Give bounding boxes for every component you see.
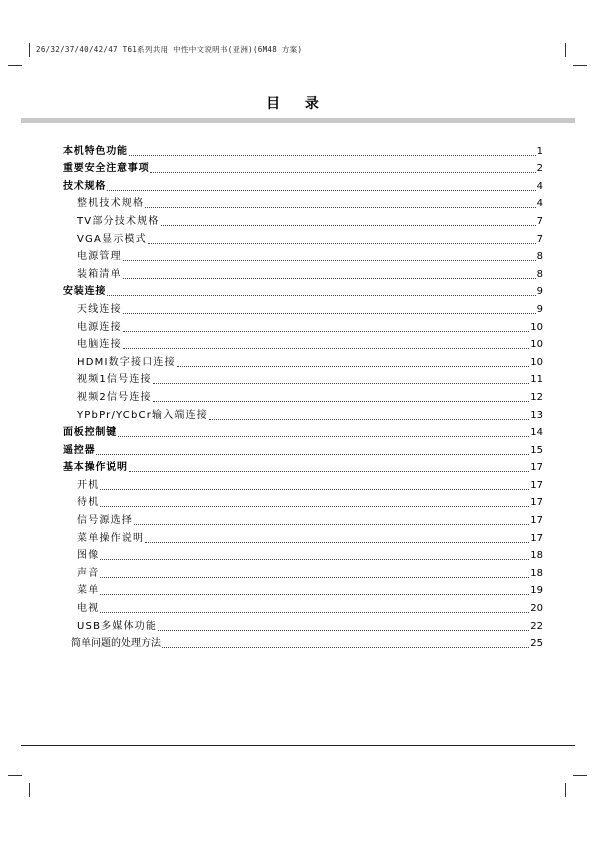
toc-entry[interactable] [63, 492, 543, 510]
toc-entry[interactable] [63, 140, 543, 158]
crop-mark-bottom-left-h [8, 775, 22, 776]
toc-entry-label: TV部分技术规格 [77, 215, 160, 227]
toc-entry-label: 开机 [77, 479, 100, 491]
dot-leader [100, 505, 529, 507]
toc-entry-label: USB多媒体功能 [77, 620, 158, 632]
toc-entry-page-number: 17 [530, 497, 543, 509]
toc-entry-page-number: 19 [530, 585, 543, 597]
toc-entry-page-number: 17 [530, 479, 543, 491]
toc-entry[interactable] [63, 633, 543, 651]
toc-entry[interactable] [63, 263, 543, 281]
dot-leader [123, 277, 536, 279]
toc-entry-page-number: 8 [536, 268, 543, 280]
toc-entry-page-number: 8 [536, 251, 543, 263]
page-title: 目 录 [266, 96, 329, 112]
toc-entry-page-number: 4 [536, 180, 543, 192]
toc-entry-page-number: 14 [530, 427, 543, 439]
toc-entry[interactable] [63, 193, 543, 211]
toc-entry-page-number: 22 [530, 620, 543, 632]
toc-entry-label: 电源连接 [77, 321, 122, 333]
toc-entry-label: 电视 [77, 603, 100, 615]
footer-rule [21, 745, 575, 746]
crop-mark-bottom-right-h [573, 775, 587, 776]
dot-leader [100, 576, 529, 578]
toc-entry[interactable] [63, 615, 543, 633]
crop-mark-top-left-v [29, 43, 30, 57]
toc-entry[interactable] [63, 386, 543, 404]
toc-entry[interactable] [63, 527, 543, 545]
toc-entry-label: 菜单 [77, 585, 100, 597]
toc-entry-label: HDMI数字接口连接 [77, 356, 176, 368]
toc-entry-page-number: 20 [530, 603, 543, 615]
dot-leader [123, 312, 536, 314]
toc-entry-label: 遥控器 [63, 444, 96, 456]
toc-entry-label: 装箱清单 [77, 268, 122, 280]
dot-leader [148, 242, 536, 244]
toc-entry[interactable] [63, 597, 543, 615]
toc-entry[interactable] [63, 246, 543, 264]
toc-entry-page-number: 1 [536, 145, 543, 157]
crop-mark-bottom-right-v [565, 783, 566, 797]
toc-entry-label: 声音 [77, 567, 100, 579]
toc-entry-label: 菜单操作说明 [77, 532, 145, 544]
crop-mark-top-right-v [565, 43, 566, 57]
toc-entry[interactable] [63, 158, 543, 176]
table-of-contents [63, 140, 543, 650]
toc-entry-page-number: 17 [530, 532, 543, 544]
toc-entry[interactable] [63, 509, 543, 527]
toc-entry-label: 电源管理 [77, 251, 122, 263]
toc-entry-page-number: 18 [530, 550, 543, 562]
toc-entry-label: 本机特色功能 [63, 145, 128, 157]
dot-leader [118, 435, 529, 437]
toc-entry-label: 图像 [77, 550, 100, 562]
title-underline-bar [21, 118, 575, 123]
dot-leader [100, 611, 529, 613]
toc-entry[interactable] [63, 369, 543, 387]
toc-entry[interactable] [63, 228, 543, 246]
dot-leader [96, 453, 529, 455]
toc-entry[interactable] [63, 210, 543, 228]
toc-entry[interactable] [63, 562, 543, 580]
toc-entry-label: 信号源选择 [77, 515, 133, 527]
dot-leader [153, 400, 530, 402]
toc-entry-page-number: 11 [530, 374, 543, 386]
toc-entry-label: 基本操作说明 [63, 462, 128, 474]
toc-entry[interactable] [63, 298, 543, 316]
toc-entry-label: 天线连接 [77, 303, 122, 315]
toc-entry-page-number: 17 [530, 515, 543, 527]
toc-entry-page-number: 2 [536, 163, 543, 175]
dot-leader [145, 206, 535, 208]
dot-leader [145, 541, 529, 543]
toc-entry-page-number: 15 [530, 444, 543, 456]
dot-leader [162, 646, 529, 648]
dot-leader [177, 365, 529, 367]
dot-leader [150, 171, 535, 173]
toc-entry-label: 整机技术规格 [77, 198, 145, 210]
toc-entry-page-number: 9 [536, 303, 543, 315]
dot-leader [158, 629, 529, 631]
toc-entry-label: 安装连接 [63, 286, 107, 298]
toc-entry-page-number: 10 [530, 339, 543, 351]
toc-entry[interactable] [63, 474, 543, 492]
toc-entry[interactable] [63, 281, 543, 299]
toc-entry-page-number: 4 [536, 198, 543, 210]
dot-leader [123, 330, 529, 332]
toc-entry-page-number: 10 [530, 356, 543, 368]
toc-entry-label: YPbPr/YCbCr输入端连接 [77, 409, 209, 421]
dot-leader [100, 593, 529, 595]
toc-entry-label: 简单问题的处理方法 [71, 638, 161, 650]
document-header: 26/32/37/40/42/47 T61系列共用 中性中文说明书(亚洲)(6M48 方案) [36, 45, 303, 54]
toc-entry-page-number: 10 [530, 321, 543, 333]
dot-leader [161, 224, 536, 226]
toc-entry-label: 电脑连接 [77, 339, 122, 351]
dot-leader [100, 488, 529, 490]
toc-entry-page-number: 13 [530, 409, 543, 421]
toc-entry[interactable] [63, 439, 543, 457]
toc-entry-label: VGA显示模式 [77, 233, 147, 245]
dot-leader [107, 189, 535, 191]
toc-entry[interactable] [63, 404, 543, 422]
dot-leader [107, 294, 535, 296]
toc-entry-label: 技术规格 [63, 180, 107, 192]
toc-entry[interactable] [63, 351, 543, 369]
dot-leader [123, 259, 536, 261]
dot-leader [129, 470, 529, 472]
dot-leader [134, 523, 529, 525]
dot-leader [153, 382, 530, 384]
toc-entry-label: 重要安全注意事项 [63, 163, 150, 175]
toc-entry-label: 待机 [77, 497, 100, 509]
toc-entry-label: 视频1信号连接 [77, 374, 152, 386]
toc-entry-page-number: 17 [530, 462, 543, 474]
toc-entry[interactable] [63, 422, 543, 440]
toc-entry[interactable] [63, 316, 543, 334]
toc-entry[interactable] [63, 457, 543, 475]
crop-mark-top-right-h [573, 65, 587, 66]
toc-entry[interactable] [63, 334, 543, 352]
toc-entry-page-number: 7 [536, 215, 543, 227]
toc-entry[interactable] [63, 580, 543, 598]
toc-entry[interactable] [63, 545, 543, 563]
toc-entry[interactable] [63, 175, 543, 193]
toc-entry-page-number: 7 [536, 233, 543, 245]
toc-entry-page-number: 18 [530, 567, 543, 579]
toc-entry-page-number: 12 [530, 391, 543, 403]
toc-entry-label: 面板控制键 [63, 427, 117, 439]
crop-mark-bottom-left-v [29, 783, 30, 797]
dot-leader [123, 347, 529, 349]
toc-entry-page-number: 25 [530, 638, 543, 650]
toc-entry-page-number: 9 [536, 286, 543, 298]
dot-leader [129, 154, 536, 156]
crop-mark-top-left-h [8, 65, 22, 66]
dot-leader [100, 558, 529, 560]
dot-leader [209, 418, 529, 420]
toc-entry-label: 视频2信号连接 [77, 391, 152, 403]
